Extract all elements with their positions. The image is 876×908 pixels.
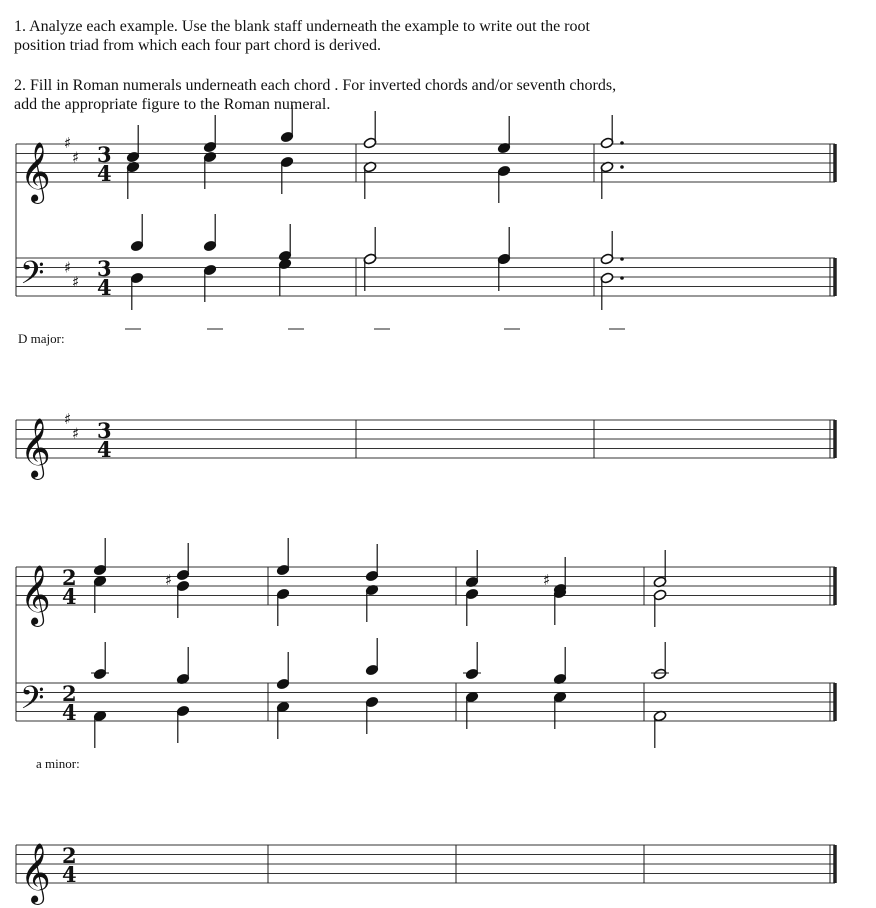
sharp-icon: ♯: [64, 410, 72, 428]
treble-clef-icon: 𝄞: [20, 142, 51, 202]
instruction-1-line-1: 1. Analyze each example. Use the blank staff underneath the example to write out the root: [14, 18, 590, 35]
time-signature-bottom: 4: [62, 584, 77, 609]
blank-staff-example-2: [16, 845, 835, 883]
time-signature-top: 2: [62, 565, 77, 590]
treble-clef-icon: 𝄞: [20, 565, 51, 625]
time-signature-top: 3: [97, 256, 112, 281]
instruction-2-line-1: 2. Fill in Roman numerals underneath each chord . For inverted chords and/or seventh chords,: [14, 77, 617, 94]
sharp-icon: ♯: [72, 424, 80, 443]
sharp-icon: ♯: [64, 258, 72, 277]
augmentation-dot: [620, 141, 624, 145]
instruction-1-line-2: position triad from which each four part chord is derived.: [14, 37, 381, 54]
time-signature-bottom: 4: [97, 437, 112, 462]
sharp-icon: ♯: [72, 272, 80, 291]
time-signature-bottom: 4: [97, 161, 112, 186]
time-signature-top: 2: [62, 681, 77, 706]
time-signature-bottom: 4: [62, 862, 77, 887]
time-signature-bottom: 4: [62, 700, 77, 725]
time-signature-top: 3: [97, 142, 112, 167]
augmentation-dot: [620, 276, 624, 280]
treble-staff-example-2: [16, 567, 835, 605]
time-signature-top: 3: [97, 418, 112, 443]
augmentation-dot: [620, 165, 624, 169]
treble-clef-icon: 𝄞: [20, 843, 51, 903]
key-label-d-major: D major:: [18, 331, 65, 346]
sharp-icon: ♯: [165, 571, 173, 589]
treble-clef-icon: 𝄞: [20, 418, 51, 478]
sharp-icon: ♯: [543, 571, 551, 589]
bass-clef-icon: 𝄢: [20, 679, 45, 724]
blank-staff-example-1: [16, 420, 835, 458]
time-signature-bottom: 4: [97, 275, 112, 300]
augmentation-dot: [620, 257, 624, 261]
time-signature-top: 2: [62, 843, 77, 868]
treble-staff-example-1: [16, 144, 835, 182]
sharp-icon: ♯: [64, 134, 72, 152]
bass-clef-icon: 𝄢: [20, 254, 45, 299]
sharp-icon: ♯: [72, 148, 80, 167]
bass-staff-example-2: [16, 683, 835, 721]
instruction-2-line-2: add the appropriate figure to the Roman numeral.: [14, 96, 331, 113]
key-label-a-minor: a minor:: [36, 756, 80, 771]
